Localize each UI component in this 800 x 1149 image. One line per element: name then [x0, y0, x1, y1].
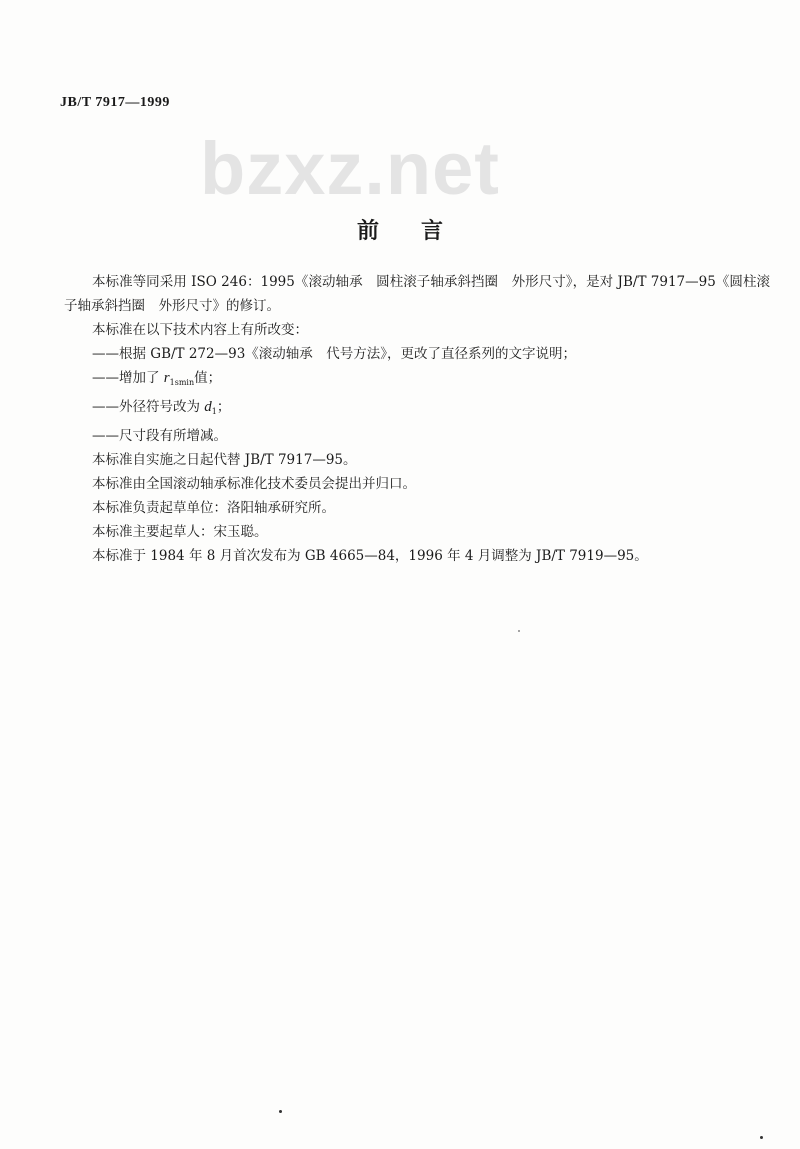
- watermark: bzxz.net: [200, 127, 500, 210]
- scan-speck: [279, 1110, 282, 1113]
- list-item-size-ranges: ——尺寸段有所增减。: [92, 428, 227, 444]
- paragraph-drafting-unit: 本标准负责起草单位：洛阳轴承研究所。: [92, 500, 335, 516]
- list-item-prefix: ——增加了: [92, 370, 164, 386]
- list-item-r1smin: [64, 366, 770, 395]
- scan-speck: [518, 630, 520, 632]
- symbol-r: r: [163, 370, 170, 386]
- paragraph-adoption: 本标准等同采用 ISO 246：1995《滚动轴承 圆柱滚子轴承斜挡圈 外形尺寸》，是对 JB/T 7917—95《圆柱滚子轴承斜挡圈 外形尺寸》的修订。: [64, 274, 770, 314]
- paragraph-drafters: 本标准主要起草人：宋玉聪。: [92, 524, 268, 540]
- symbol-subscript: 1: [211, 407, 217, 416]
- paragraph-history: 本标准于 1984 年 8 月首次发布为 GB 4665—84，1996 年 4 月调整为 JB/T 7919—95。: [92, 548, 648, 564]
- list-item-suffix: ；: [216, 399, 231, 415]
- symbol-d: d: [204, 399, 212, 415]
- paragraph-replaces: 本标准自实施之日起代替 JB/T 7917—95。: [92, 452, 357, 468]
- symbol-subscript: 1smin: [169, 378, 195, 387]
- paragraph-proposed-by: 本标准由全国滚动轴承标准化技术委员会提出并归口。: [92, 476, 416, 492]
- list-item-suffix: 值；: [194, 370, 222, 386]
- paragraph-changes-intro: 本标准在以下技术内容上有所改变：: [92, 322, 308, 338]
- scan-speck: [760, 1136, 763, 1139]
- page-title: 前言: [356, 218, 485, 244]
- list-item-diameter-series: ——根据 GB/T 272—93《滚动轴承 代号方法》，更改了直径系列的文字说明；: [92, 346, 577, 362]
- list-item-prefix: ——外径符号改为: [92, 399, 205, 415]
- foreword-body: [64, 270, 770, 568]
- standard-number: JB/T 7917—1999: [60, 95, 170, 110]
- list-item-outer-diameter: [64, 395, 770, 424]
